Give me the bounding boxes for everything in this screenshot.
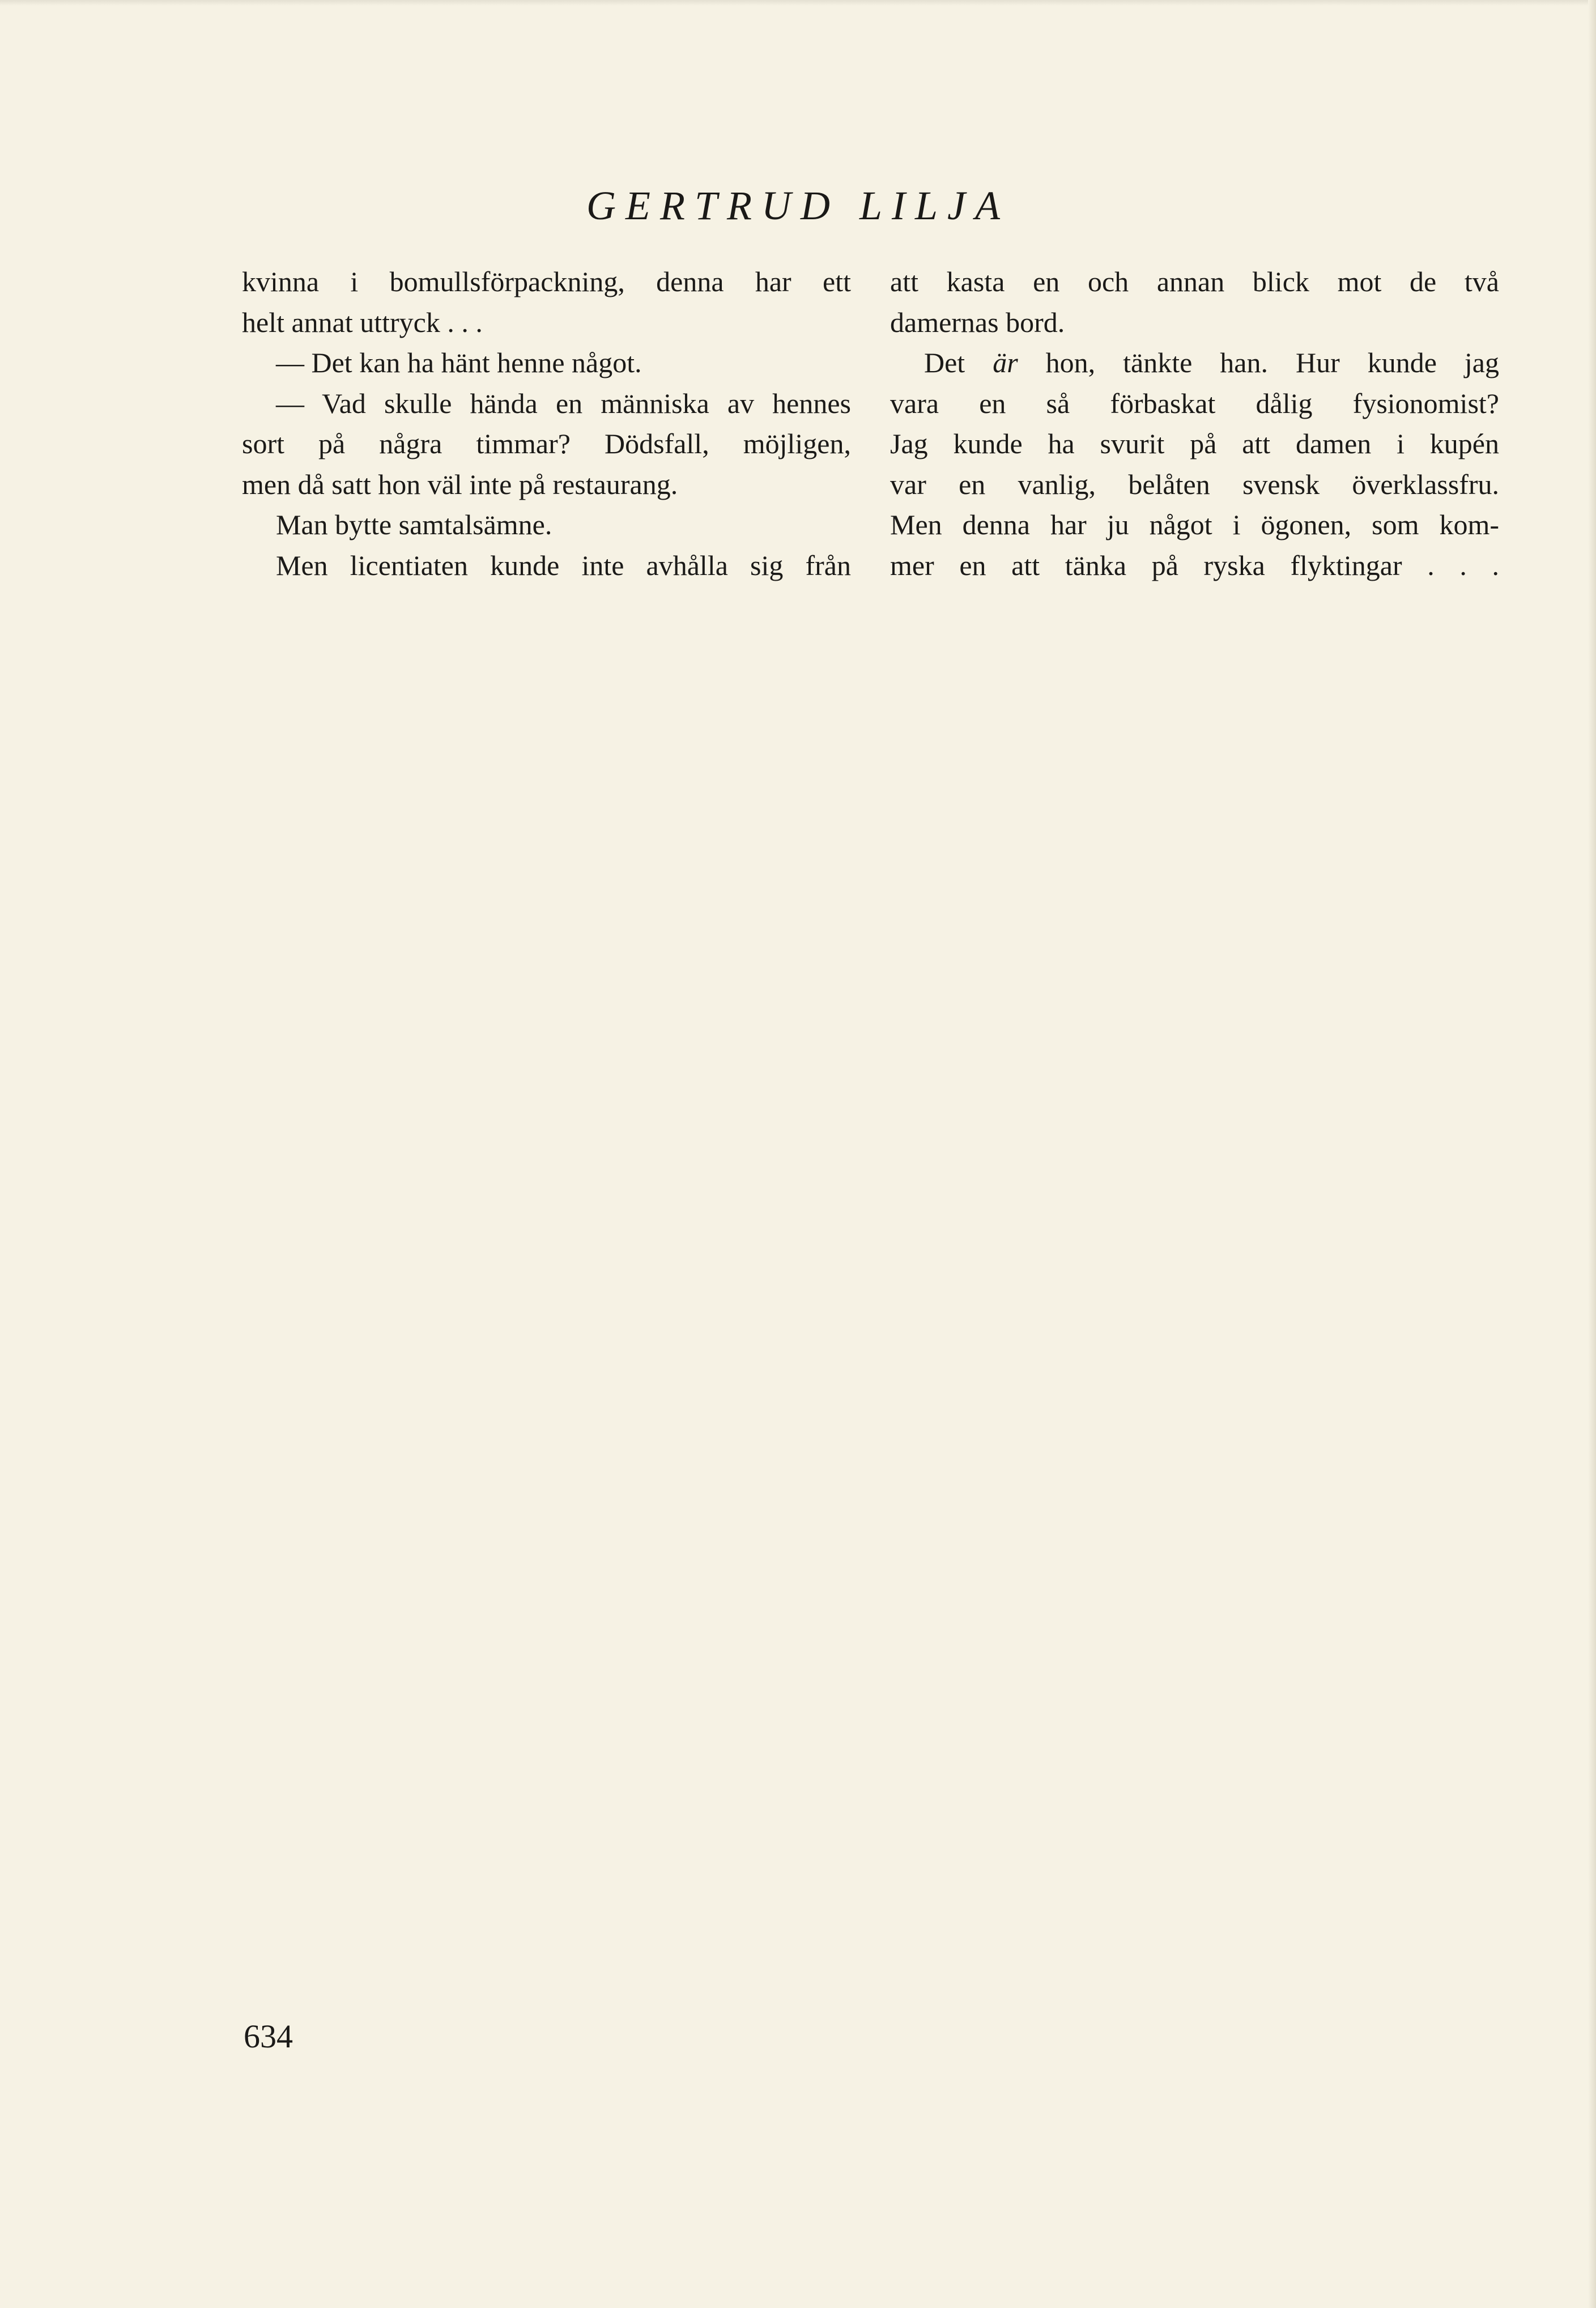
right-text-column xyxy=(890,262,1499,586)
text-line: Men denna har ju något i ögonen, som kom- xyxy=(890,509,1499,540)
left-text-column xyxy=(242,262,851,586)
running-head: GERTRUD LILJA xyxy=(586,183,1010,228)
text-line: att kasta en och annan blick mot de två xyxy=(890,266,1499,297)
text-line: vara en så förbaskat dålig fysionomist? xyxy=(890,387,1499,419)
page-right-edge xyxy=(1588,0,1596,2308)
text-line: var en vanlig, belåten svensk överklassfru. xyxy=(890,468,1499,500)
text-line: helt annat uttryck . . . xyxy=(242,306,483,338)
text-line: — Vad skulle hända en människa av hennes xyxy=(276,387,851,419)
text-line: — Det kan ha hänt henne något. xyxy=(276,347,642,378)
text-line: Jag kunde ha svurit på att damen i kupén xyxy=(890,428,1499,459)
text-line: damernas bord. xyxy=(890,306,1065,338)
page-top-edge xyxy=(0,0,1596,6)
text-line: kvinna i bomullsförpackning, denna har ett xyxy=(242,266,851,297)
text-line: Men licentiaten kunde inte avhålla sig från xyxy=(276,549,851,581)
text-line: mer en att tänka på ryska flyktingar . . . xyxy=(890,549,1499,581)
page-number: 634 xyxy=(244,2018,293,2055)
emphasis: är xyxy=(993,347,1018,378)
text-line: men då satt hon väl inte på restaurang. xyxy=(242,468,678,500)
text-line: Det är hon, tänkte han. Hur kunde jag xyxy=(924,347,1499,378)
text-line: sort på några timmar? Dödsfall, möjligen, xyxy=(242,428,851,459)
text-line: Man bytte samtalsämne. xyxy=(276,509,552,540)
